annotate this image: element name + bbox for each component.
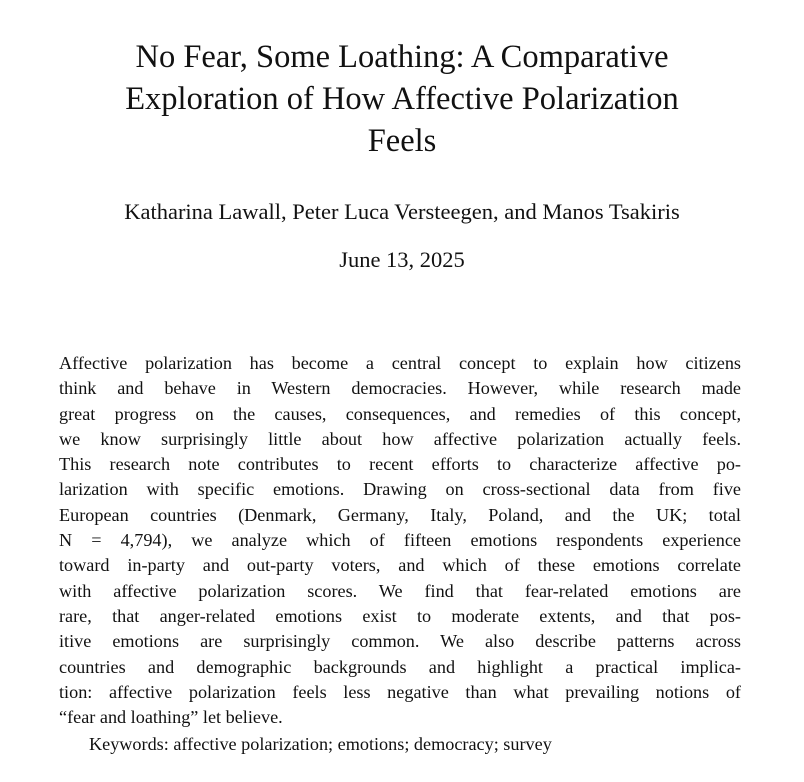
title-line: Feels [367, 123, 437, 159]
keywords-label: Keywords: [89, 734, 169, 754]
abstract-line: “fear and loathing” let believe. [59, 707, 283, 728]
abstract-line: we know surprisingly little about how affective polarization actually feels. [59, 428, 741, 449]
abstract-line: toward in-party and out-party voters, and which of these emotions correlate [59, 555, 741, 576]
abstract-line: larization with specific emotions. Drawing on cross-sectional data from five [59, 479, 741, 500]
author-list: Katharina Lawall, Peter Luca Versteegen, and Manos Tsakiris [124, 199, 680, 224]
publication-date: June 13, 2025 [339, 247, 465, 272]
abstract-line: This research note contributes to recent efforts to characterize affective po- [59, 454, 741, 475]
abstract-line: think and behave in Western democracies. However, while research made [59, 378, 741, 399]
abstract-line: countries and demographic backgrounds and highlight a practical implica- [59, 656, 741, 677]
abstract-line: rare, that anger-related emotions exist to moderate extents, and that pos- [59, 605, 741, 626]
title-line: No Fear, Some Loathing: A Comparative [135, 39, 669, 75]
keywords-list: affective polarization; emotions; democracy; survey [173, 734, 552, 754]
abstract-line: European countries (Denmark, Germany, Italy, Poland, and the UK; total [59, 504, 741, 525]
abstract [59, 351, 741, 730]
abstract-line: with affective polarization scores. We find that fear-related emotions are [59, 580, 741, 601]
abstract-line: great progress on the causes, consequences, and remedies of this concept, [59, 403, 741, 424]
paper-title [40, 36, 764, 162]
abstract-line: itive emotions are surprisingly common. We also describe patterns across [59, 631, 741, 652]
abstract-line: N = 4,794), we analyze which of fifteen emotions respondents experience [59, 530, 741, 551]
abstract-line: Affective polarization has become a central concept to explain how citizens [59, 353, 741, 373]
keywords [89, 732, 552, 757]
abstract-line: tion: affective polarization feels less negative than what prevailing notions of [59, 681, 741, 702]
title-line: Exploration of How Affective Polarization [125, 81, 679, 117]
